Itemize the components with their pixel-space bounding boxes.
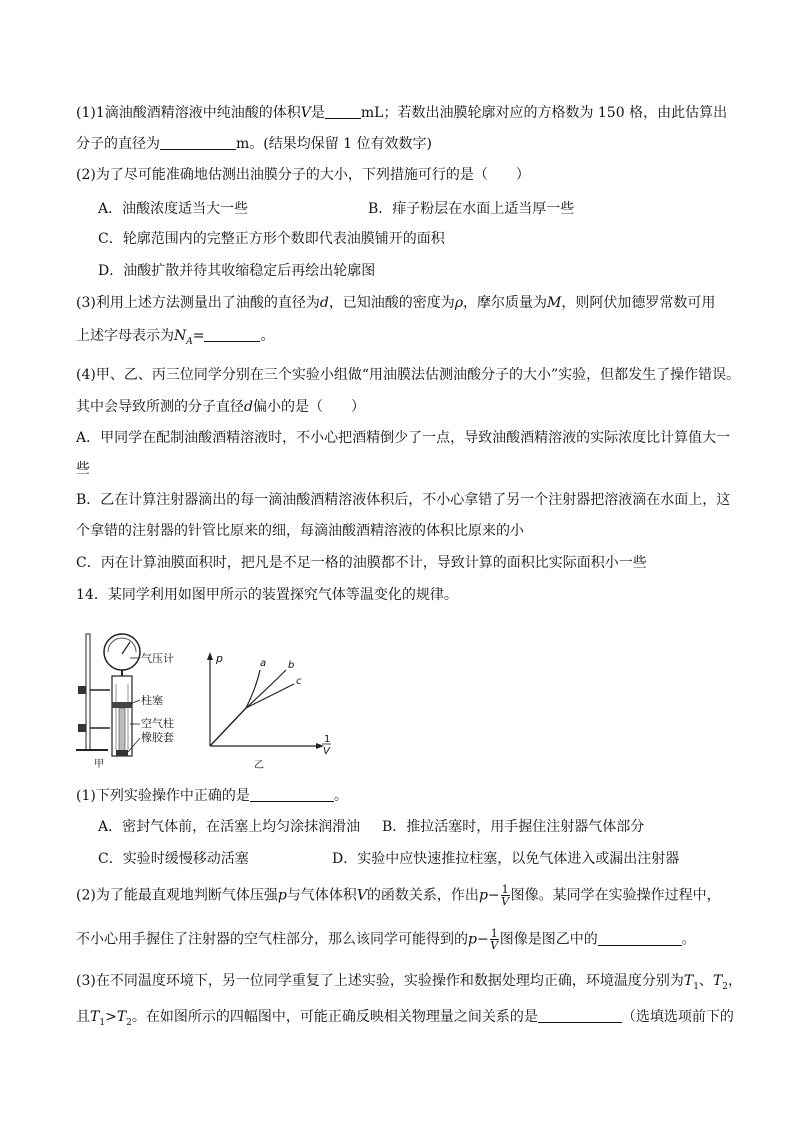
diameter-variable: d bbox=[319, 295, 329, 311]
q14-part2-text-b: 与气体体积 bbox=[286, 887, 357, 904]
formula-fraction bbox=[501, 884, 510, 907]
q13-part3-line2-end: 。 bbox=[260, 328, 275, 344]
greater-than: > bbox=[105, 1009, 117, 1025]
q14-part3-line2 bbox=[76, 1008, 734, 1032]
x-axis-label-numerator: 1 bbox=[324, 734, 331, 745]
t2-subscript: 2 bbox=[722, 981, 728, 992]
q13-part2-stem: (2)为了尽可能准确地估测出油膜分子的大小，下列措施可行的是（ ） bbox=[76, 167, 530, 183]
q14-part2-line2-text-b: 图像是图乙中的 bbox=[499, 931, 598, 948]
q14-part3-text-b: ， bbox=[728, 973, 742, 989]
q13-part1-text-b: 是 bbox=[310, 105, 325, 121]
formula-dash: − bbox=[487, 887, 500, 904]
answer-blank-operation[interactable] bbox=[250, 787, 334, 802]
q13-part1-text: (1)1滴油酸酒精溶液中纯油酸的体积 bbox=[76, 105, 301, 121]
q14-part3-line2-text-c: （选填选项前下的 bbox=[621, 1009, 734, 1025]
equals-sign: = bbox=[192, 328, 205, 344]
rubber-cap bbox=[116, 750, 128, 756]
plunger-rod bbox=[119, 708, 125, 756]
q13-part2-option-a[interactable]: A．油酸浓度适当大一些 bbox=[98, 201, 249, 217]
answer-blank-diameter[interactable] bbox=[160, 135, 236, 150]
fraction-denominator: V bbox=[501, 895, 510, 908]
compare-t1: T bbox=[90, 1009, 100, 1025]
formula-p-2: p bbox=[468, 931, 477, 948]
q13-part1-line1 bbox=[76, 104, 727, 122]
q14-part1-end: 。 bbox=[333, 788, 348, 804]
q13-part1-line2-text: 分子的直径为 bbox=[76, 136, 160, 152]
formula-dash-2: − bbox=[476, 931, 489, 948]
q13-part2-option-b[interactable]: B．痱子粉层在水面上适当厚一些 bbox=[368, 201, 575, 217]
q14-part2-line2-end: 。 bbox=[681, 931, 696, 948]
q13-part4-line2-text: 其中会导致所测的分子直径 bbox=[76, 399, 244, 415]
q13-part1-text-c: mL；若数出油膜轮廓对应的方格数为 150 格，由此估算出 bbox=[360, 105, 728, 121]
q14-part3-line2-text-b: 。在如图所示的四幅图中，可能正确反映相关物理量之间关系的是 bbox=[131, 1009, 538, 1025]
formula-fraction-2 bbox=[490, 928, 499, 951]
q13-part3-line1 bbox=[76, 294, 715, 312]
curve-b-label: b bbox=[288, 660, 295, 671]
q14-part1-option-b[interactable]: B．推拉活塞时，用手握住注射器气体部分 bbox=[382, 819, 645, 835]
clamp-lower bbox=[78, 724, 86, 732]
q13-part3-text-b: ，已知油酸的密度为 bbox=[328, 295, 455, 311]
q13-part4-option-c[interactable]: C．丙在计算油膜面积时，把凡是不足一格的油膜都不计，导致计算的面积比实际面积小一些 bbox=[76, 555, 647, 571]
label-plunger: 柱塞 bbox=[141, 694, 163, 707]
q13-part3-line2 bbox=[76, 327, 274, 351]
answer-blank-four-graphs[interactable] bbox=[538, 1008, 622, 1023]
fraction-numerator-2: 1 bbox=[490, 927, 498, 940]
q14-part2-line1 bbox=[76, 884, 721, 907]
y-axis-arrow bbox=[207, 652, 213, 660]
compare-t1-subscript: 1 bbox=[99, 1017, 106, 1028]
q13-part1-line2-text-b: m。(结果均保留 1 位有效数字) bbox=[236, 136, 433, 152]
q13-part2-option-c[interactable]: C．轮廓范围内的完整正方形个数即代表油膜铺开的面积 bbox=[98, 231, 445, 247]
curve-a-label: a bbox=[260, 658, 267, 669]
compare-t2-subscript: 2 bbox=[126, 1017, 132, 1028]
plunger bbox=[112, 702, 132, 708]
caption-jia: 甲 bbox=[94, 759, 104, 770]
figure-jia-apparatus bbox=[72, 628, 202, 770]
volume-variable-2: V bbox=[356, 887, 367, 904]
q14-part2-text-d: 图像。某同学在实验操作过程中， bbox=[510, 887, 721, 904]
q14-title: 14．某同学利用如图甲所示的装置探究气体等温变化的规律。 bbox=[76, 587, 458, 603]
q14-part3-text: (3)在不同温度环境下，另一位同学重复了上述实验，实验操作和数据处理均正确，环境温度分别为 bbox=[76, 973, 684, 989]
label-gauge: 气压计 bbox=[141, 652, 174, 665]
q13-part4-option-b-line1[interactable]: B．乙在计算注射器滴出的每一滴油酸酒精溶液体积后，不小心拿错了另一个注射器把溶液滴在水面上，这 bbox=[76, 492, 731, 508]
q13-part3-text-e: ，则阿伏加德罗常数可用 bbox=[561, 295, 716, 311]
answer-blank-volume[interactable] bbox=[325, 104, 361, 119]
t1-subscript: 1 bbox=[693, 981, 699, 992]
q14-part2-line2 bbox=[76, 928, 696, 951]
separator: 、 bbox=[698, 973, 713, 989]
q13-part2-option-d[interactable]: D．油酸扩散并待其收缩稳定后再绘出轮廓图 bbox=[98, 263, 376, 279]
caption-yi: 乙 bbox=[254, 760, 264, 771]
label-rubber: 橡胶套 bbox=[141, 731, 174, 744]
compare-t2: T bbox=[116, 1009, 127, 1025]
temperature-t2: T bbox=[712, 973, 723, 989]
q14-part1-option-d[interactable]: D．实验中应快速推拉柱塞，以免气体进入或漏出注射器 bbox=[332, 851, 680, 867]
q14-part2-text: (2)为了能最直观地判断气体压强 bbox=[76, 887, 278, 904]
q13-part4-line2-text-b: 偏小的是（ ） bbox=[252, 399, 365, 415]
q14-part3-line1 bbox=[76, 972, 742, 996]
q13-part3-line2-text: 上述字母表示为 bbox=[76, 328, 174, 344]
q13-part4-option-a-line2: 些 bbox=[76, 461, 90, 477]
answer-blank-avogadro[interactable] bbox=[204, 327, 260, 342]
x-axis-label-denominator: V bbox=[323, 746, 330, 757]
q13-part4-line1: (4)甲、乙、丙三位同学分别在三个实验小组做“用油膜法估测油酸分子的大小”实验，但都发生了操作错误。 bbox=[76, 367, 741, 383]
q14-part1-option-c[interactable]: C．实验时缓慢移动活塞 bbox=[98, 851, 249, 867]
q14-part3-line2-text: 且 bbox=[76, 1009, 90, 1025]
pressure-variable: p bbox=[277, 887, 287, 904]
q14-part1-text: (1)下列实验操作中正确的是 bbox=[76, 788, 250, 804]
q13-part3-text: (3)利用上述方法测量出了油酸的直径为 bbox=[76, 295, 320, 311]
q13-part4-option-a-line1[interactable]: A．甲同学在配制油酸酒精溶液时，不小心把酒精倒少了一点，导致油酸酒精溶液的实际浓度比计算值大一 bbox=[76, 430, 731, 446]
density-variable: ρ bbox=[454, 295, 464, 311]
q13-part1-line2 bbox=[76, 135, 432, 153]
label-air-column: 空气柱 bbox=[141, 717, 174, 730]
fraction-numerator: 1 bbox=[501, 883, 509, 896]
answer-blank-graph[interactable] bbox=[598, 931, 682, 946]
q14-part2-text-c: 的函数关系，作出 bbox=[366, 887, 479, 904]
clamp-upper bbox=[78, 686, 86, 694]
figure-yi-graph bbox=[196, 648, 346, 774]
q14-part2-line2-text: 不小心用手握住了注射器的空气柱部分，那么该同学可能得到的 bbox=[76, 931, 468, 948]
q13-part3-text-c: ，摩尔质量为 bbox=[463, 295, 548, 311]
q14-part1-option-a[interactable]: A．密封气体前，在活塞上均匀涂抹润滑油 bbox=[98, 819, 361, 835]
q13-part4-option-b-line2: 个拿错的注射器的针管比原来的细，每滴油酸酒精溶液的体积比原来的小 bbox=[76, 523, 524, 539]
formula-p: p bbox=[478, 887, 488, 904]
avogadro-symbol: N bbox=[174, 328, 187, 344]
q14-part1-stem bbox=[76, 787, 348, 805]
y-axis-label: p bbox=[216, 652, 223, 665]
diameter-variable-2: d bbox=[244, 399, 253, 415]
stand-rod bbox=[86, 634, 90, 750]
pressure-gauge bbox=[104, 634, 140, 670]
curve-c bbox=[210, 684, 294, 746]
avogadro-subscript: A bbox=[186, 336, 193, 347]
fraction-denominator-2: V bbox=[490, 939, 499, 952]
molar-mass-variable: M bbox=[547, 295, 562, 311]
curve-c-label: c bbox=[296, 676, 302, 687]
volume-variable: V bbox=[300, 105, 311, 121]
q13-part4-line2 bbox=[76, 398, 365, 416]
curve-a bbox=[210, 670, 260, 746]
temperature-t1: T bbox=[683, 973, 694, 989]
